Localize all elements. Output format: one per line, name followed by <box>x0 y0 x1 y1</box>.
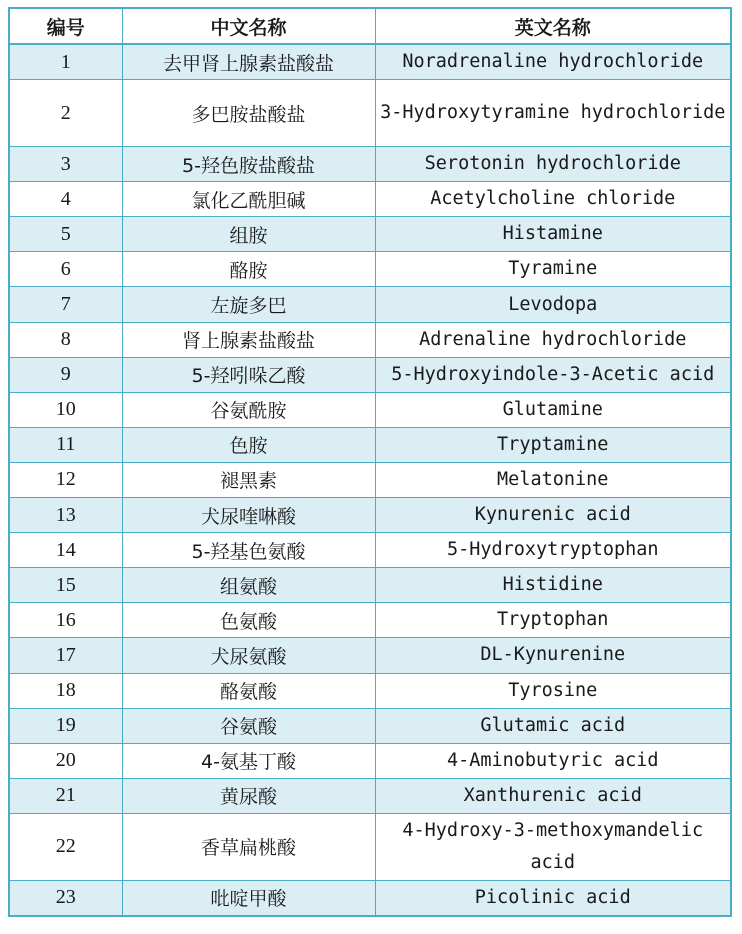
table-header-row <box>9 8 731 44</box>
table-row <box>9 427 731 462</box>
row-english-name: 5-Hydroxytryptophan <box>375 533 731 568</box>
table-row <box>9 357 731 392</box>
row-chinese-name: 褪黑素 <box>122 462 375 497</box>
row-number: 18 <box>9 673 122 708</box>
header-number: 编号 <box>9 8 122 44</box>
table-row <box>9 533 731 568</box>
table-row <box>9 392 731 427</box>
row-number: 12 <box>9 462 122 497</box>
row-number: 21 <box>9 778 122 813</box>
compound-table <box>8 7 732 917</box>
row-english-name: Adrenaline hydrochloride <box>375 322 731 357</box>
row-chinese-name: 4-氨基丁酸 <box>122 743 375 778</box>
row-chinese-name: 吡啶甲酸 <box>122 880 375 916</box>
row-chinese-name: 色氨酸 <box>122 603 375 638</box>
row-english-name: Picolinic acid <box>375 880 731 916</box>
row-chinese-name: 犬尿氨酸 <box>122 638 375 673</box>
row-chinese-name: 黄尿酸 <box>122 778 375 813</box>
row-chinese-name: 5-羟吲哚乙酸 <box>122 357 375 392</box>
table-row <box>9 603 731 638</box>
table-row <box>9 287 731 322</box>
row-english-name: Xanthurenic acid <box>375 778 731 813</box>
row-number: 16 <box>9 603 122 638</box>
row-english-name: 3-Hydroxytyramine hydrochloride <box>375 80 731 147</box>
table-row <box>9 813 731 880</box>
row-number: 19 <box>9 708 122 743</box>
header-chinese-name: 中文名称 <box>122 8 375 44</box>
row-chinese-name: 组胺 <box>122 217 375 252</box>
row-number: 23 <box>9 880 122 916</box>
table-row <box>9 743 731 778</box>
row-chinese-name: 酪氨酸 <box>122 673 375 708</box>
table-row <box>9 182 731 217</box>
row-chinese-name: 5-羟色胺盐酸盐 <box>122 147 375 182</box>
row-number: 5 <box>9 217 122 252</box>
row-number: 7 <box>9 287 122 322</box>
row-english-name: Histidine <box>375 568 731 603</box>
row-chinese-name: 5-羟基色氨酸 <box>122 533 375 568</box>
row-number: 22 <box>9 813 122 880</box>
row-chinese-name: 香草扁桃酸 <box>122 813 375 880</box>
row-chinese-name: 多巴胺盐酸盐 <box>122 80 375 147</box>
row-number: 4 <box>9 182 122 217</box>
header-english-name: 英文名称 <box>375 8 731 44</box>
table-row <box>9 638 731 673</box>
table-row <box>9 880 731 916</box>
row-number: 14 <box>9 533 122 568</box>
row-english-name: Histamine <box>375 217 731 252</box>
row-chinese-name: 犬尿喹啉酸 <box>122 498 375 533</box>
row-chinese-name: 酪胺 <box>122 252 375 287</box>
row-english-name: 4-Hydroxy-3-methoxymandelic acid <box>375 813 731 880</box>
row-chinese-name: 去甲肾上腺素盐酸盐 <box>122 44 375 80</box>
row-english-name: Tyrosine <box>375 673 731 708</box>
table-row <box>9 252 731 287</box>
table-row <box>9 778 731 813</box>
row-english-name: 4-Aminobutyric acid <box>375 743 731 778</box>
row-chinese-name: 左旋多巴 <box>122 287 375 322</box>
table-row <box>9 147 731 182</box>
table-row <box>9 462 731 497</box>
row-english-name: Levodopa <box>375 287 731 322</box>
row-number: 10 <box>9 392 122 427</box>
row-english-name: Serotonin hydrochloride <box>375 147 731 182</box>
table-row <box>9 322 731 357</box>
row-english-name: Noradrenaline hydrochloride <box>375 44 731 80</box>
row-english-name: Melatonine <box>375 462 731 497</box>
table-body <box>9 44 731 916</box>
row-english-name: DL-Kynurenine <box>375 638 731 673</box>
row-english-name: Acetylcholine chloride <box>375 182 731 217</box>
table-row <box>9 44 731 80</box>
table-row <box>9 568 731 603</box>
row-number: 11 <box>9 427 122 462</box>
row-english-name: Tyramine <box>375 252 731 287</box>
row-number: 2 <box>9 80 122 147</box>
row-english-name: Glutamic acid <box>375 708 731 743</box>
table-row <box>9 498 731 533</box>
row-chinese-name: 组氨酸 <box>122 568 375 603</box>
row-chinese-name: 肾上腺素盐酸盐 <box>122 322 375 357</box>
table-row <box>9 80 731 147</box>
row-chinese-name: 谷氨酸 <box>122 708 375 743</box>
row-english-name: 5-Hydroxyindole-3-Acetic acid <box>375 357 731 392</box>
row-number: 20 <box>9 743 122 778</box>
row-english-name: Kynurenic acid <box>375 498 731 533</box>
table-row <box>9 708 731 743</box>
row-number: 3 <box>9 147 122 182</box>
row-chinese-name: 谷氨酰胺 <box>122 392 375 427</box>
row-number: 9 <box>9 357 122 392</box>
row-chinese-name: 氯化乙酰胆碱 <box>122 182 375 217</box>
row-number: 13 <box>9 498 122 533</box>
row-chinese-name: 色胺 <box>122 427 375 462</box>
row-number: 8 <box>9 322 122 357</box>
row-english-name: Tryptamine <box>375 427 731 462</box>
row-number: 6 <box>9 252 122 287</box>
row-english-name: Tryptophan <box>375 603 731 638</box>
row-number: 17 <box>9 638 122 673</box>
row-number: 1 <box>9 44 122 80</box>
compound-table-container <box>8 7 730 917</box>
row-number: 15 <box>9 568 122 603</box>
table-row <box>9 673 731 708</box>
table-row <box>9 217 731 252</box>
row-english-name: Glutamine <box>375 392 731 427</box>
